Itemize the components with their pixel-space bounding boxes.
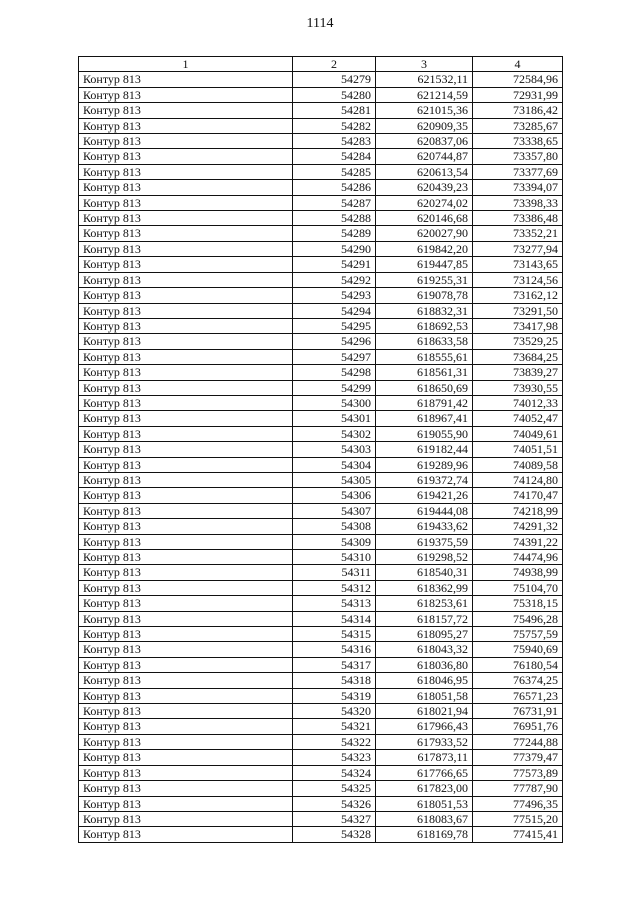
- x-coordinate-cell: 618253,61: [376, 596, 473, 611]
- contour-name-cell: Контур 813: [79, 565, 293, 580]
- y-coordinate-cell: 73930,55: [473, 380, 563, 395]
- point-number-cell: 54300: [293, 395, 376, 410]
- x-coordinate-cell: 618967,41: [376, 411, 473, 426]
- y-coordinate-cell: 77244,88: [473, 734, 563, 749]
- table-row: [79, 811, 563, 826]
- x-coordinate-cell: 620274,02: [376, 195, 473, 210]
- table-row: [79, 87, 563, 102]
- y-coordinate-cell: 75318,15: [473, 596, 563, 611]
- point-number-cell: 54324: [293, 765, 376, 780]
- x-coordinate-cell: 619078,78: [376, 288, 473, 303]
- x-coordinate-cell: 618791,42: [376, 395, 473, 410]
- y-coordinate-cell: 73352,21: [473, 226, 563, 241]
- point-number-cell: 54281: [293, 103, 376, 118]
- x-coordinate-cell: 617766,65: [376, 765, 473, 780]
- point-number-cell: 54303: [293, 442, 376, 457]
- y-coordinate-cell: 77379,47: [473, 750, 563, 765]
- y-coordinate-cell: 73529,25: [473, 334, 563, 349]
- x-coordinate-cell: 618051,58: [376, 688, 473, 703]
- x-coordinate-cell: 618021,94: [376, 704, 473, 719]
- x-coordinate-cell: 618051,53: [376, 796, 473, 811]
- contour-name-cell: Контур 813: [79, 827, 293, 842]
- y-coordinate-cell: 74012,33: [473, 395, 563, 410]
- x-coordinate-cell: 618832,31: [376, 303, 473, 318]
- y-coordinate-cell: 73398,33: [473, 195, 563, 210]
- table-row: [79, 134, 563, 149]
- contour-name-cell: Контур 813: [79, 411, 293, 426]
- y-coordinate-cell: 73162,12: [473, 288, 563, 303]
- y-coordinate-cell: 74474,96: [473, 550, 563, 565]
- table-row: [79, 149, 563, 164]
- table-row: [79, 349, 563, 364]
- x-coordinate-cell: 621214,59: [376, 87, 473, 102]
- y-coordinate-cell: 76951,76: [473, 719, 563, 734]
- x-coordinate-cell: 618540,31: [376, 565, 473, 580]
- y-coordinate-cell: 75496,28: [473, 611, 563, 626]
- point-number-cell: 54288: [293, 211, 376, 226]
- table-row: [79, 457, 563, 472]
- point-number-cell: 54309: [293, 534, 376, 549]
- x-coordinate-cell: 618555,61: [376, 349, 473, 364]
- contour-name-cell: Контур 813: [79, 149, 293, 164]
- table-body: [79, 72, 563, 842]
- contour-name-cell: Контур 813: [79, 580, 293, 595]
- point-number-cell: 54292: [293, 272, 376, 287]
- column-header: 1: [79, 57, 293, 72]
- table-row: [79, 334, 563, 349]
- contour-name-cell: Контур 813: [79, 596, 293, 611]
- table-row: [79, 673, 563, 688]
- table-row: [79, 827, 563, 842]
- column-header: 3: [376, 57, 473, 72]
- point-number-cell: 54314: [293, 611, 376, 626]
- table-row: [79, 272, 563, 287]
- y-coordinate-cell: 77787,90: [473, 781, 563, 796]
- y-coordinate-cell: 73277,94: [473, 241, 563, 256]
- x-coordinate-cell: 620744,87: [376, 149, 473, 164]
- y-coordinate-cell: 74049,61: [473, 426, 563, 441]
- table-row: [79, 627, 563, 642]
- point-number-cell: 54290: [293, 241, 376, 256]
- y-coordinate-cell: 73386,48: [473, 211, 563, 226]
- x-coordinate-cell: 619433,62: [376, 519, 473, 534]
- y-coordinate-cell: 73684,25: [473, 349, 563, 364]
- contour-name-cell: Контур 813: [79, 534, 293, 549]
- x-coordinate-cell: 617966,43: [376, 719, 473, 734]
- y-coordinate-cell: 74291,32: [473, 519, 563, 534]
- point-number-cell: 54289: [293, 226, 376, 241]
- table-header-row: [79, 57, 563, 72]
- contour-name-cell: Контур 813: [79, 365, 293, 380]
- contour-name-cell: Контур 813: [79, 226, 293, 241]
- y-coordinate-cell: 74089,58: [473, 457, 563, 472]
- page-number: 1114: [306, 16, 334, 31]
- table-row: [79, 565, 563, 580]
- y-coordinate-cell: 74391,22: [473, 534, 563, 549]
- y-coordinate-cell: 75940,69: [473, 642, 563, 657]
- column-header: 4: [473, 57, 563, 72]
- contour-name-cell: Контур 813: [79, 750, 293, 765]
- contour-name-cell: Контур 813: [79, 503, 293, 518]
- table-row: [79, 241, 563, 256]
- point-number-cell: 54286: [293, 180, 376, 195]
- contour-name-cell: Контур 813: [79, 211, 293, 226]
- point-number-cell: 54287: [293, 195, 376, 210]
- x-coordinate-cell: 619444,08: [376, 503, 473, 518]
- x-coordinate-cell: 620837,06: [376, 134, 473, 149]
- x-coordinate-cell: 618043,32: [376, 642, 473, 657]
- table-row: [79, 642, 563, 657]
- contour-name-cell: Контур 813: [79, 134, 293, 149]
- table-row: [79, 180, 563, 195]
- x-coordinate-cell: 620613,54: [376, 164, 473, 179]
- y-coordinate-cell: 73338,65: [473, 134, 563, 149]
- contour-name-cell: Контур 813: [79, 272, 293, 287]
- table-row: [79, 257, 563, 272]
- y-coordinate-cell: 73285,67: [473, 118, 563, 133]
- table-row: [79, 734, 563, 749]
- point-number-cell: 54328: [293, 827, 376, 842]
- point-number-cell: 54317: [293, 657, 376, 672]
- point-number-cell: 54298: [293, 365, 376, 380]
- point-number-cell: 54279: [293, 72, 376, 87]
- table-row: [79, 211, 563, 226]
- y-coordinate-cell: 73143,65: [473, 257, 563, 272]
- x-coordinate-cell: 618650,69: [376, 380, 473, 395]
- x-coordinate-cell: 619375,59: [376, 534, 473, 549]
- contour-name-cell: Контур 813: [79, 457, 293, 472]
- x-coordinate-cell: 619421,26: [376, 488, 473, 503]
- y-coordinate-cell: 72584,96: [473, 72, 563, 87]
- contour-name-cell: Контур 813: [79, 241, 293, 256]
- table-row: [79, 288, 563, 303]
- point-number-cell: 54320: [293, 704, 376, 719]
- contour-name-cell: Контур 813: [79, 765, 293, 780]
- contour-name-cell: Контур 813: [79, 627, 293, 642]
- table-row: [79, 503, 563, 518]
- x-coordinate-cell: 618157,72: [376, 611, 473, 626]
- x-coordinate-cell: 618083,67: [376, 811, 473, 826]
- contour-name-cell: Контур 813: [79, 180, 293, 195]
- contour-name-cell: Контур 813: [79, 642, 293, 657]
- table-row: [79, 226, 563, 241]
- x-coordinate-cell: 619289,96: [376, 457, 473, 472]
- point-number-cell: 54312: [293, 580, 376, 595]
- contour-name-cell: Контур 813: [79, 195, 293, 210]
- point-number-cell: 54295: [293, 318, 376, 333]
- y-coordinate-cell: 74170,47: [473, 488, 563, 503]
- contour-name-cell: Контур 813: [79, 734, 293, 749]
- point-number-cell: 54318: [293, 673, 376, 688]
- point-number-cell: 54280: [293, 87, 376, 102]
- point-number-cell: 54307: [293, 503, 376, 518]
- point-number-cell: 54316: [293, 642, 376, 657]
- y-coordinate-cell: 73357,80: [473, 149, 563, 164]
- y-coordinate-cell: 73394,07: [473, 180, 563, 195]
- y-coordinate-cell: 74218,99: [473, 503, 563, 518]
- y-coordinate-cell: 73124,56: [473, 272, 563, 287]
- y-coordinate-cell: 75757,59: [473, 627, 563, 642]
- y-coordinate-cell: 74124,80: [473, 472, 563, 487]
- contour-name-cell: Контур 813: [79, 688, 293, 703]
- x-coordinate-cell: 619447,85: [376, 257, 473, 272]
- x-coordinate-cell: 617873,11: [376, 750, 473, 765]
- point-number-cell: 54293: [293, 288, 376, 303]
- y-coordinate-cell: 77496,35: [473, 796, 563, 811]
- y-coordinate-cell: 77573,89: [473, 765, 563, 780]
- point-number-cell: 54323: [293, 750, 376, 765]
- x-coordinate-cell: 618095,27: [376, 627, 473, 642]
- table-row: [79, 303, 563, 318]
- y-coordinate-cell: 76571,23: [473, 688, 563, 703]
- point-number-cell: 54327: [293, 811, 376, 826]
- table-row: [79, 657, 563, 672]
- table-row: [79, 750, 563, 765]
- y-coordinate-cell: 73839,27: [473, 365, 563, 380]
- table-row: [79, 411, 563, 426]
- contour-name-cell: Контур 813: [79, 442, 293, 457]
- point-number-cell: 54313: [293, 596, 376, 611]
- x-coordinate-cell: 618692,53: [376, 318, 473, 333]
- table-row: [79, 472, 563, 487]
- y-coordinate-cell: 74938,99: [473, 565, 563, 580]
- table-row: [79, 426, 563, 441]
- point-number-cell: 54283: [293, 134, 376, 149]
- y-coordinate-cell: 77415,41: [473, 827, 563, 842]
- table-row: [79, 534, 563, 549]
- table-row: [79, 611, 563, 626]
- point-number-cell: 54301: [293, 411, 376, 426]
- contour-name-cell: Контур 813: [79, 380, 293, 395]
- x-coordinate-cell: 620027,90: [376, 226, 473, 241]
- table-row: [79, 596, 563, 611]
- point-number-cell: 54308: [293, 519, 376, 534]
- point-number-cell: 54296: [293, 334, 376, 349]
- contour-name-cell: Контур 813: [79, 472, 293, 487]
- point-number-cell: 54310: [293, 550, 376, 565]
- y-coordinate-cell: 77515,20: [473, 811, 563, 826]
- point-number-cell: 54321: [293, 719, 376, 734]
- contour-name-cell: Контур 813: [79, 334, 293, 349]
- contour-name-cell: Контур 813: [79, 257, 293, 272]
- table-row: [79, 765, 563, 780]
- point-number-cell: 54325: [293, 781, 376, 796]
- x-coordinate-cell: 618169,78: [376, 827, 473, 842]
- contour-name-cell: Контур 813: [79, 550, 293, 565]
- table-row: [79, 488, 563, 503]
- table-row: [79, 118, 563, 133]
- x-coordinate-cell: 619372,74: [376, 472, 473, 487]
- table-row: [79, 719, 563, 734]
- contour-name-cell: Контур 813: [79, 72, 293, 87]
- contour-name-cell: Контур 813: [79, 796, 293, 811]
- point-number-cell: 54311: [293, 565, 376, 580]
- x-coordinate-cell: 619255,31: [376, 272, 473, 287]
- point-number-cell: 54319: [293, 688, 376, 703]
- y-coordinate-cell: 76374,25: [473, 673, 563, 688]
- point-number-cell: 54322: [293, 734, 376, 749]
- contour-name-cell: Контур 813: [79, 673, 293, 688]
- x-coordinate-cell: 617933,52: [376, 734, 473, 749]
- contour-name-cell: Контур 813: [79, 611, 293, 626]
- x-coordinate-cell: 620439,23: [376, 180, 473, 195]
- contour-name-cell: Контур 813: [79, 164, 293, 179]
- contour-name-cell: Контур 813: [79, 657, 293, 672]
- x-coordinate-cell: 619298,52: [376, 550, 473, 565]
- coordinates-table: [78, 56, 563, 843]
- table-row: [79, 704, 563, 719]
- point-number-cell: 54294: [293, 303, 376, 318]
- table-row: [79, 519, 563, 534]
- x-coordinate-cell: 617823,00: [376, 781, 473, 796]
- table-row: [79, 380, 563, 395]
- column-header: 2: [293, 57, 376, 72]
- table-row: [79, 781, 563, 796]
- contour-name-cell: Контур 813: [79, 303, 293, 318]
- y-coordinate-cell: 73186,42: [473, 103, 563, 118]
- x-coordinate-cell: 619842,20: [376, 241, 473, 256]
- point-number-cell: 54299: [293, 380, 376, 395]
- table-row: [79, 395, 563, 410]
- table-row: [79, 550, 563, 565]
- contour-name-cell: Контур 813: [79, 781, 293, 796]
- x-coordinate-cell: 618633,58: [376, 334, 473, 349]
- x-coordinate-cell: 620909,35: [376, 118, 473, 133]
- point-number-cell: 54297: [293, 349, 376, 364]
- contour-name-cell: Контур 813: [79, 349, 293, 364]
- x-coordinate-cell: 619055,90: [376, 426, 473, 441]
- point-number-cell: 54284: [293, 149, 376, 164]
- contour-name-cell: Контур 813: [79, 288, 293, 303]
- point-number-cell: 54315: [293, 627, 376, 642]
- table-row: [79, 103, 563, 118]
- table-row: [79, 442, 563, 457]
- y-coordinate-cell: 73377,69: [473, 164, 563, 179]
- contour-name-cell: Контур 813: [79, 811, 293, 826]
- contour-name-cell: Контур 813: [79, 488, 293, 503]
- contour-name-cell: Контур 813: [79, 426, 293, 441]
- y-coordinate-cell: 74052,47: [473, 411, 563, 426]
- point-number-cell: 54282: [293, 118, 376, 133]
- point-number-cell: 54291: [293, 257, 376, 272]
- point-number-cell: 54285: [293, 164, 376, 179]
- y-coordinate-cell: 73417,98: [473, 318, 563, 333]
- contour-name-cell: Контур 813: [79, 318, 293, 333]
- x-coordinate-cell: 618561,31: [376, 365, 473, 380]
- contour-name-cell: Контур 813: [79, 719, 293, 734]
- table-row: [79, 365, 563, 380]
- point-number-cell: 54306: [293, 488, 376, 503]
- table-row: [79, 72, 563, 87]
- table-row: [79, 796, 563, 811]
- point-number-cell: 54304: [293, 457, 376, 472]
- table-row: [79, 195, 563, 210]
- point-number-cell: 54326: [293, 796, 376, 811]
- contour-name-cell: Контур 813: [79, 704, 293, 719]
- y-coordinate-cell: 76731,91: [473, 704, 563, 719]
- table-row: [79, 318, 563, 333]
- x-coordinate-cell: 618046,95: [376, 673, 473, 688]
- x-coordinate-cell: 618362,99: [376, 580, 473, 595]
- table-row: [79, 688, 563, 703]
- point-number-cell: 54302: [293, 426, 376, 441]
- y-coordinate-cell: 74051,51: [473, 442, 563, 457]
- contour-name-cell: Контур 813: [79, 87, 293, 102]
- table-row: [79, 580, 563, 595]
- y-coordinate-cell: 73291,50: [473, 303, 563, 318]
- contour-name-cell: Контур 813: [79, 519, 293, 534]
- contour-name-cell: Контур 813: [79, 103, 293, 118]
- table-row: [79, 164, 563, 179]
- x-coordinate-cell: 619182,44: [376, 442, 473, 457]
- x-coordinate-cell: 621532,11: [376, 72, 473, 87]
- y-coordinate-cell: 76180,54: [473, 657, 563, 672]
- x-coordinate-cell: 620146,68: [376, 211, 473, 226]
- x-coordinate-cell: 618036,80: [376, 657, 473, 672]
- y-coordinate-cell: 75104,70: [473, 580, 563, 595]
- y-coordinate-cell: 72931,99: [473, 87, 563, 102]
- contour-name-cell: Контур 813: [79, 118, 293, 133]
- contour-name-cell: Контур 813: [79, 395, 293, 410]
- point-number-cell: 54305: [293, 472, 376, 487]
- x-coordinate-cell: 621015,36: [376, 103, 473, 118]
